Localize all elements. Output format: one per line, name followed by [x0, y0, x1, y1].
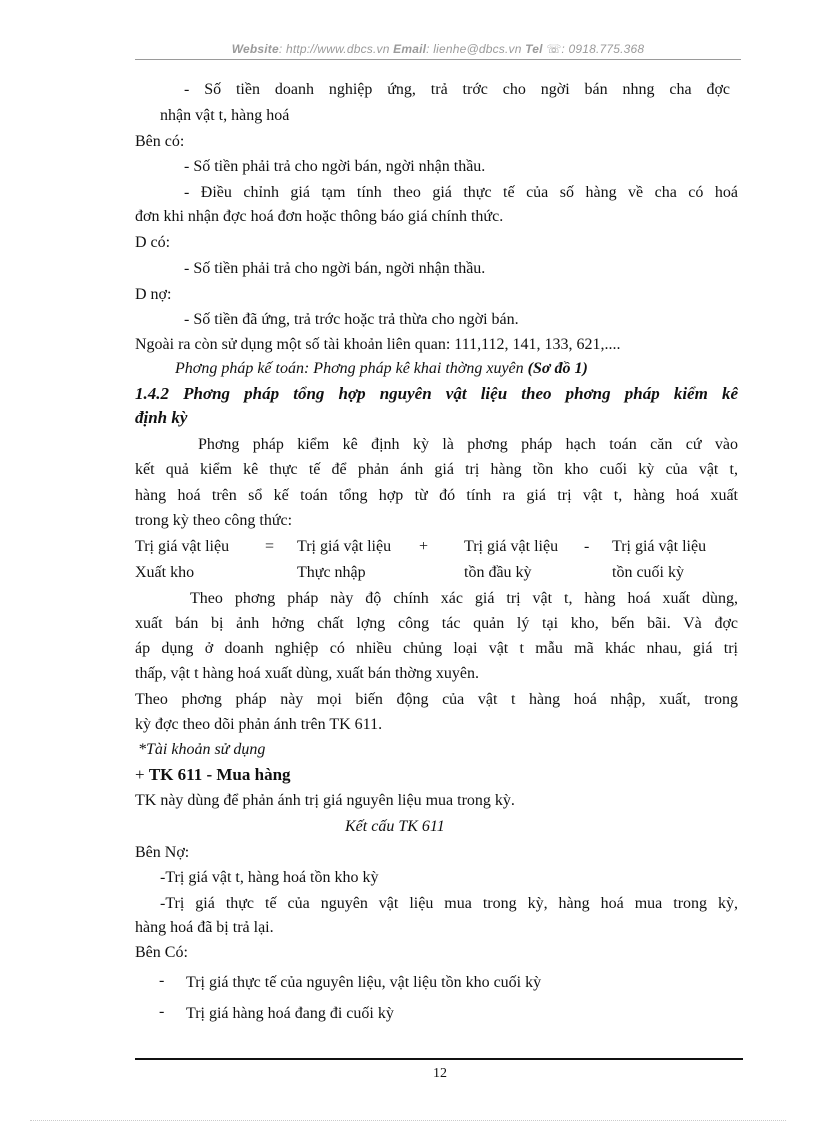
paragraph-line: - Số tiền phải trả cho ngời bán, ngời nhận thầu. [184, 260, 486, 277]
header-email-value: : lienhe@dbcs.vn [426, 42, 522, 56]
paragraph-line: kỳ đợc theo dõi phản ánh trên TK 611. [135, 716, 383, 733]
method-line [175, 359, 588, 379]
page-number: 12 [433, 1066, 447, 1081]
header-website-value: : http://www.dbcs.vn [278, 42, 390, 56]
formula-term-sub: Thực nhập [297, 564, 366, 581]
formula-term-sub: tồn cuối kỳ [612, 564, 684, 581]
section-heading: 1.4.2 Phơng pháp tổng hợp nguyên vật liệu theo phơng pháp kiểm kê [135, 384, 738, 403]
header-email-label: Email [393, 42, 427, 56]
subsection-label: *Tài khoản sử dụng [138, 741, 266, 758]
account-heading [135, 765, 291, 785]
formula-term: Trị giá vật liệu [297, 538, 392, 555]
list-bullet: - [159, 972, 165, 989]
paragraph-line: - Số tiền phải trả cho ngời bán, ngời nhận thầu. [184, 158, 486, 175]
header-rule [135, 59, 741, 60]
section-label: D nợ: [135, 286, 172, 303]
diagram-reference: (Sơ đồ 1) [527, 360, 588, 377]
paragraph-line: - Số tiền đã ứng, trả trớc hoặc trả thừa cho ngời bán. [184, 311, 519, 328]
section-heading-cont: định kỳ [135, 408, 188, 427]
formula-term-sub: tồn đầu kỳ [464, 564, 532, 581]
paragraph-line: trong kỳ theo công thức: [135, 512, 293, 529]
header-website-label: Website [231, 42, 279, 56]
section-label: Bên Nợ: [135, 844, 190, 861]
header-tel-label: Tel [525, 42, 543, 56]
paragraph-line: - Điều chỉnh giá tạm tính theo giá thực tế của số hàng về cha có hoá [184, 184, 738, 201]
paragraph-line: nhận vật t, hàng hoá [160, 107, 290, 124]
paragraph-line: đơn khi nhận đợc hoá đơn hoặc thông báo giá chính thức. [135, 208, 504, 225]
formula-operator: + [419, 538, 429, 555]
paragraph-line: áp dụng ở doanh nghiệp có nhiều chủng loại vật t mẫu mã khác nhau, giá trị [135, 640, 738, 657]
footer-rule [135, 1058, 743, 1060]
paragraph-line: - Số tiền doanh nghiệp ứng, trả trớc cho ngời bán nhng cha đợc [184, 81, 730, 98]
paragraph-line: -Trị giá thực tế của nguyên vật liệu mua trong kỳ, hàng hoá mua trong kỳ, [160, 895, 738, 912]
paragraph-line: Theo phơng pháp này mọi biến động của vật t hàng hoá nhập, xuất, trong [135, 691, 738, 708]
list-bullet: - [159, 1003, 165, 1020]
formula-term: Trị giá vật liệu [464, 538, 559, 555]
formula-operator: = [265, 538, 275, 555]
structure-title: Kết cấu TK 611 [345, 818, 445, 835]
plus-marker: + [135, 765, 145, 784]
paragraph-line: xuất bán bị ảnh hởng chất lợng công tác quản lý tại kho, bến bãi. Và đợc [135, 615, 738, 632]
paragraph-line: Phơng pháp kiểm kê định kỳ là phơng pháp hạch toán căn cứ vào [198, 436, 738, 453]
account-title: TK 611 - Mua hàng [148, 765, 291, 784]
list-item: Trị giá thực tế của nguyên liệu, vật liệu tồn kho cuối kỳ [186, 974, 542, 991]
formula-term: Trị giá vật liệu [612, 538, 707, 555]
method-text: Phơng pháp kế toán: Phơng pháp kê khai thờng xuyên [175, 360, 524, 377]
phone-icon: ☏ [546, 42, 562, 56]
paragraph-line: Theo phơng pháp này độ chính xác giá trị vật t, hàng hoá xuất dùng, [190, 590, 738, 607]
section-label: Bên Có: [135, 944, 188, 961]
section-label: Bên có: [135, 133, 185, 150]
paragraph-line: kết quả kiểm kê thực tế để phản ánh giá trị hàng tồn kho cuối kỳ của vật t, [135, 461, 738, 478]
section-label: D có: [135, 234, 171, 251]
formula-operator: - [584, 538, 590, 555]
paragraph-line: -Trị giá vật t, hàng hoá tồn kho kỳ [160, 869, 379, 886]
paragraph-line: hàng hoá trên sổ kế toán tổng hợp từ đó tính ra giá trị vật t, hàng hoá xuất [135, 487, 738, 504]
page-bottom-border [30, 1120, 786, 1121]
paragraph-line: TK này dùng để phản ánh trị giá nguyên liệu mua trong kỳ. [135, 792, 515, 809]
paragraph-line: hàng hoá đã bị trả lại. [135, 919, 274, 936]
header-tel-value: : 0918.775.368 [561, 42, 645, 56]
page-header [135, 42, 741, 56]
paragraph-line: Ngoài ra còn sử dụng một số tài khoản liên quan: 111,112, 141, 133, 621,.... [135, 336, 621, 353]
formula-term: Trị giá vật liệu [135, 538, 230, 555]
list-item: Trị giá hàng hoá đang đi cuối kỳ [186, 1005, 394, 1022]
formula-term-sub: Xuất kho [135, 564, 195, 581]
paragraph-line: thấp, vật t hàng hoá xuất dùng, xuất bán thờng xuyên. [135, 665, 479, 682]
